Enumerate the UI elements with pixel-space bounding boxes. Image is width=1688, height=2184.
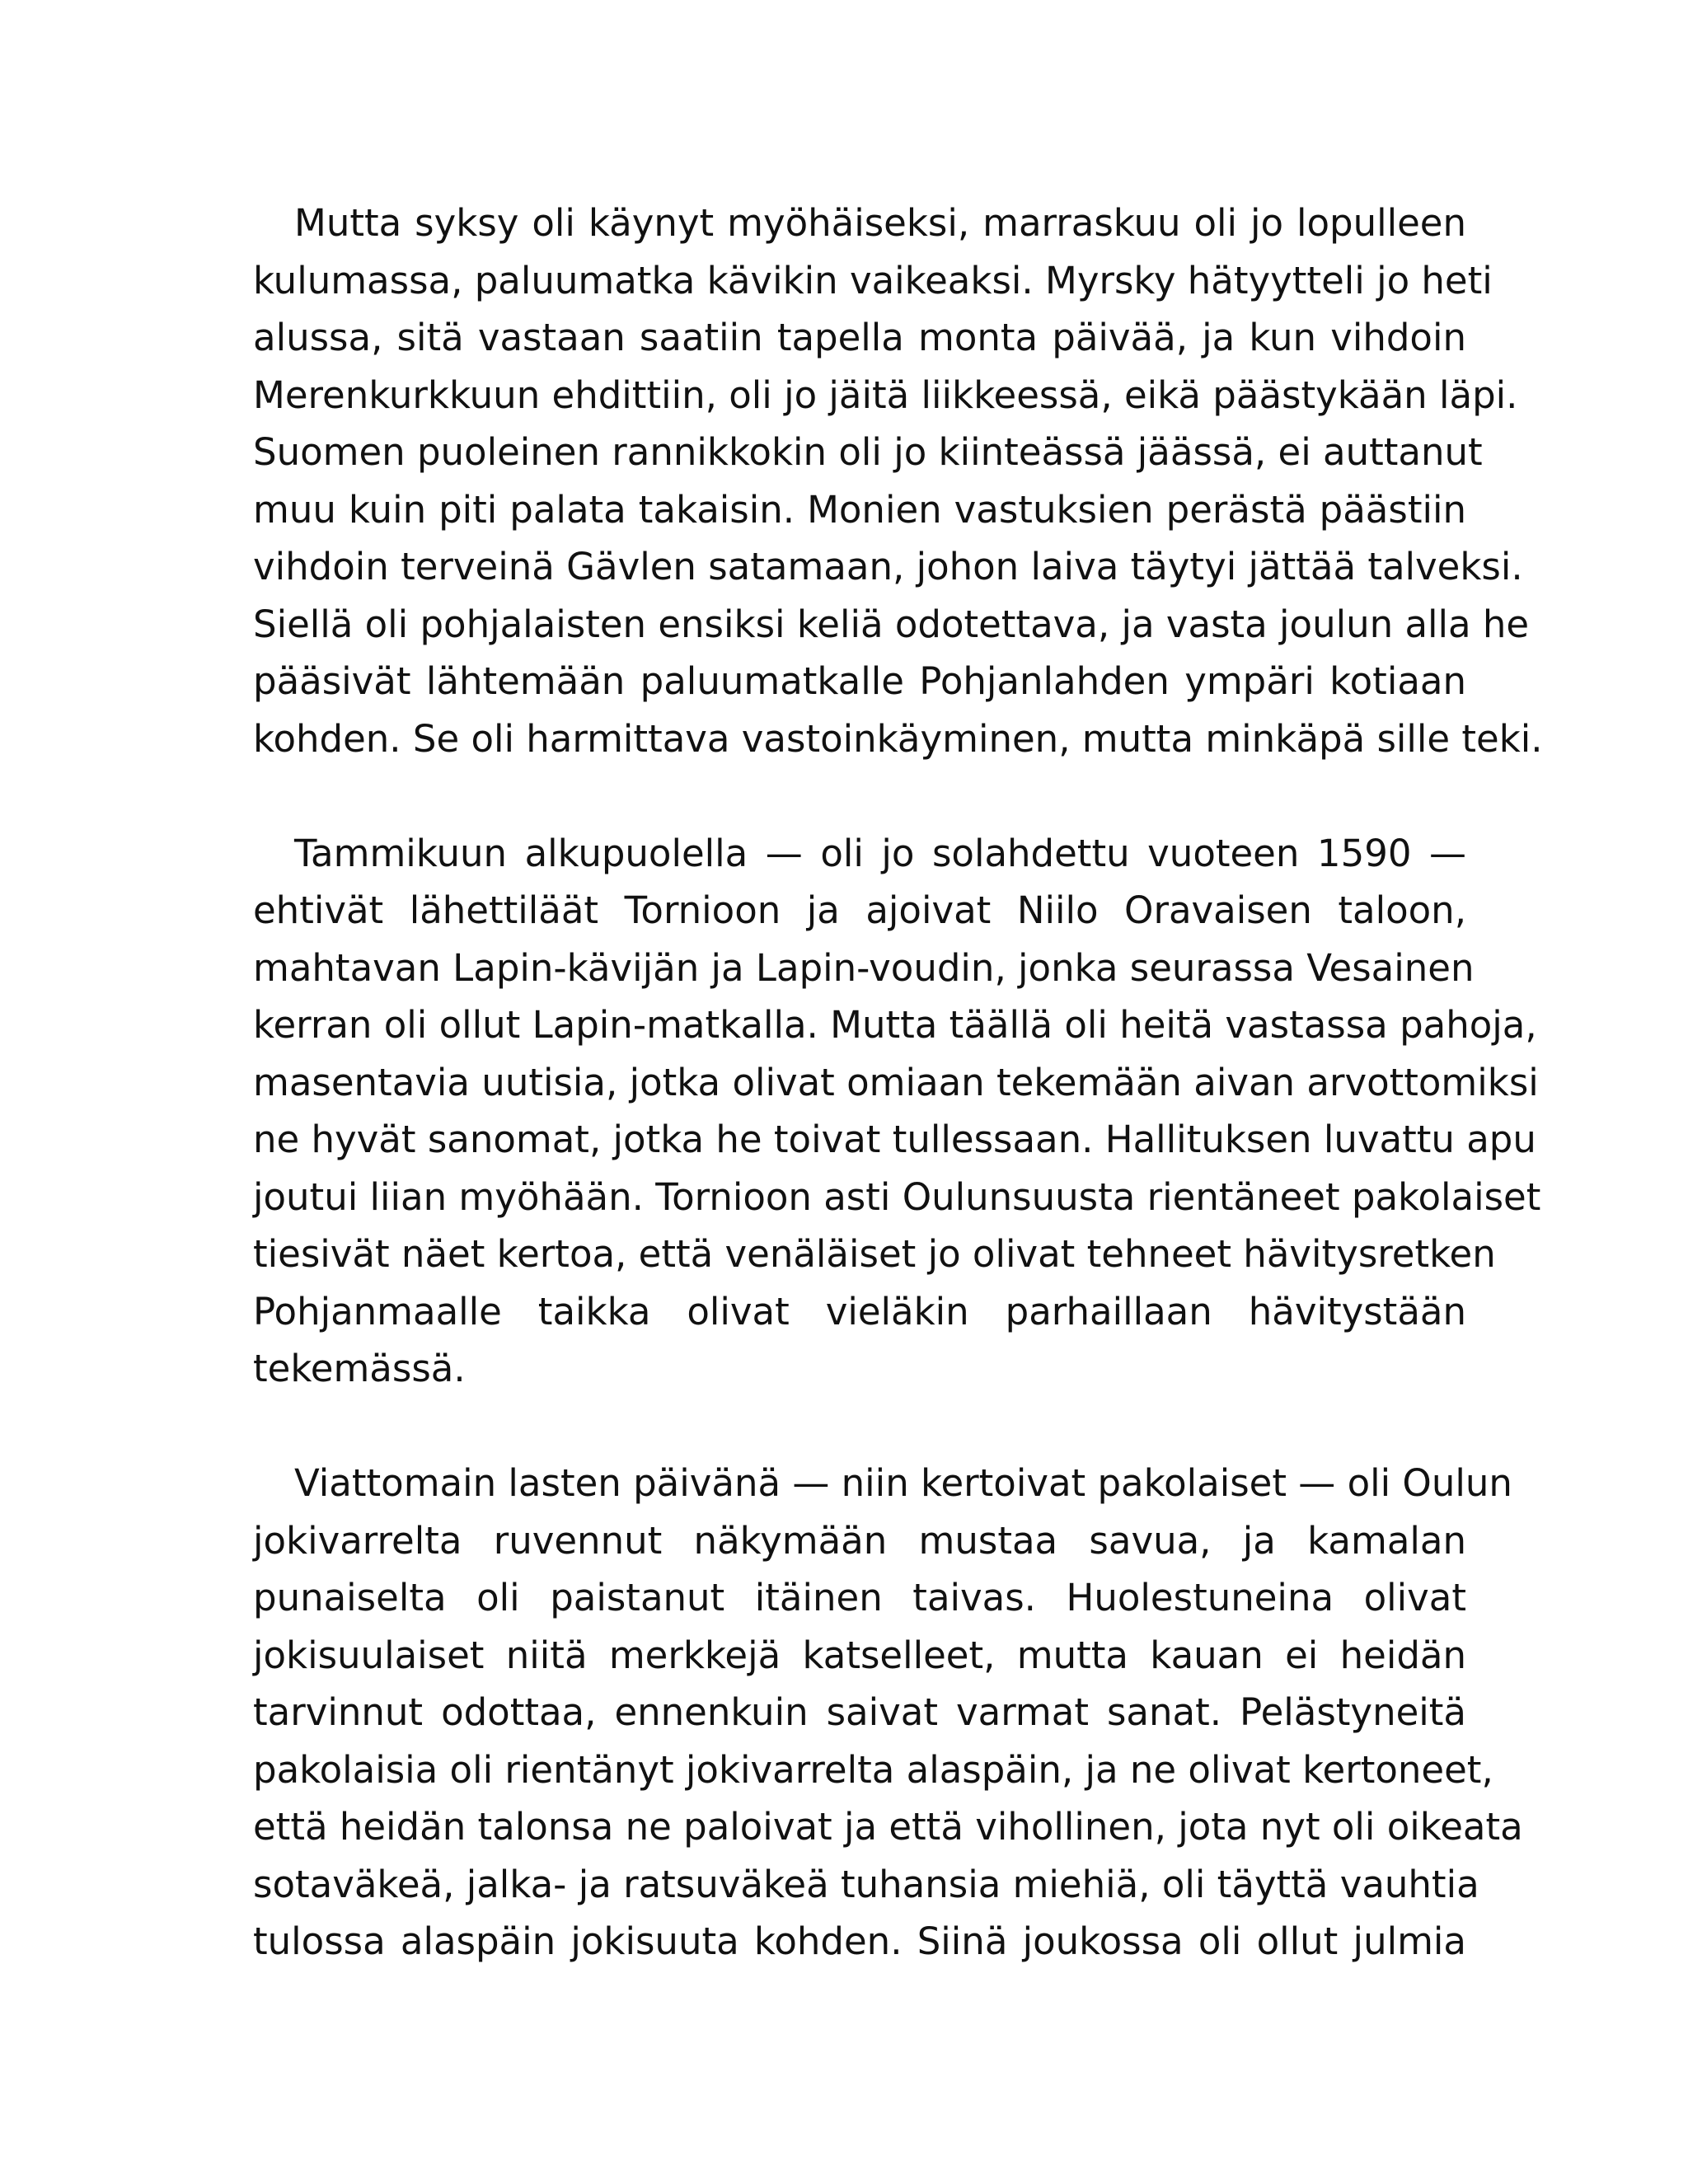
text-line: kulumassa, paluumatka kävikin vaikeaksi. Myrsky hätyytteli jo heti (253, 258, 1493, 302)
text-line: Mutta syksy oli käynyt myöhäiseksi, marraskuu oli jo lopulleen (294, 201, 1466, 245)
text-line: pääsivät lähtemään paluumatkalle Pohjanlahden ympäri kotiaan (253, 659, 1466, 703)
text-line: sotaväkeä, jalka- ja ratsuväkeä tuhansia miehiä, oli täyttä vauhtia (253, 1862, 1479, 1906)
text-line: joutui liian myöhään. Tornioon asti Oulunsuusta rientäneet pakolaiset (253, 1174, 1541, 1219)
paragraph-2 (212, 825, 1541, 1398)
text-line: pakolaisia oli rientänyt jokivarrelta alaspäin, ja ne olivat kertoneet, (253, 1747, 1493, 1792)
text-line: ne hyvät sanomat, jotka he toivat tullessaan. Hallituksen luvattu apu (253, 1118, 1536, 1161)
text-line: jokivarrelta ruvennut näkymään mustaa savua, ja kamalan (253, 1518, 1466, 1563)
text-line: että heidän talonsa ne paloivat ja että vihollinen, jota nyt oli oikeata (253, 1805, 1523, 1849)
text-line: Pohjanmaalle taikka olivat vieläkin parhaillaan hävitystään (253, 1289, 1466, 1333)
text-line: Siellä oli pohjalaisten ensiksi keliä odotettava, ja vasta joulun alla he (253, 602, 1530, 646)
text-line: tiesivät näet kertoa, että venäläiset jo olivat tehneet hävitysretken (253, 1232, 1496, 1276)
text-line: Tammikuun alkupuolella — oli jo solahdettu vuoteen 1590 — (294, 831, 1466, 875)
text-line: tulossa alaspäin jokisuuta kohden. Siinä joukossa oli ollut julmia (253, 1919, 1466, 1963)
text-line: masentavia uutisia, jotka olivat omiaan tekemään aivan arvottomiksi (253, 1060, 1539, 1104)
text-line: tekemässä. (253, 1347, 466, 1390)
text-line: Suomen puoleinen rannikkokin oli jo kiinteässä jäässä, ei auttanut (253, 430, 1483, 474)
text-line: punaiselta oli paistanut itäinen taivas. Huolestuneina olivat (253, 1576, 1466, 1619)
text-line: kohden. Se oli harmittava vastoinkäyminen, mutta minkäpä sille teki. (253, 716, 1543, 761)
text-line: jokisuulaiset niitä merkkejä katselleet, mutta kauan ei heidän (253, 1633, 1466, 1677)
text-line: muu kuin piti palata takaisin. Monien vastuksien perästä päästiin (253, 487, 1466, 532)
text-line: vihdoin terveinä Gävlen satamaan, johon laiva täytyi jättää talveksi. (253, 545, 1523, 588)
text-line: tarvinnut odottaa, ennenkuin saivat varmat sanat. Pelästyneitä (253, 1690, 1466, 1734)
text-line: Viattomain lasten päivänä — niin kertoivat pakolaiset — oli Oulun (294, 1461, 1512, 1505)
body-text (212, 194, 1543, 1971)
text-line: Merenkurkkuun ehdittiin, oli jo jäitä liikkeessä, eikä päästykään läpi. (253, 373, 1518, 417)
text-line: kerran oli ollut Lapin-matkalla. Mutta täällä oli heitä vastassa pahoja, (253, 1003, 1537, 1047)
text-line: mahtavan Lapin-kävijän ja Lapin-voudin, jonka seurassa Vesainen (253, 945, 1475, 990)
paragraph-3 (212, 1455, 1523, 1971)
text-line: alussa, sitä vastaan saatiin tapella monta päivää, ja kun vihdoin (253, 316, 1466, 359)
paragraph-1 (212, 194, 1543, 767)
text-line: ehtivät lähettiläät Tornioon ja ajoivat Niilo Oravaisen taloon, (253, 888, 1466, 932)
